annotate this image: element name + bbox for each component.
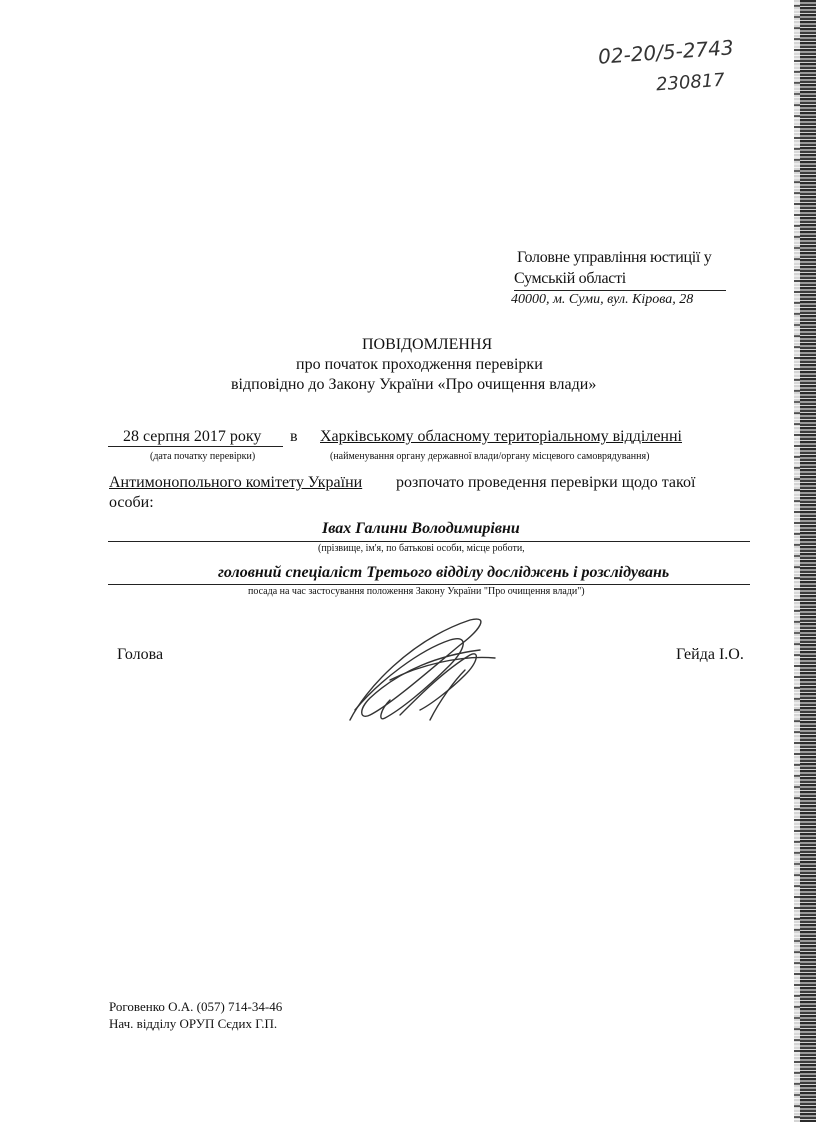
inspection-text: розпочато проведення перевірки щодо такої bbox=[396, 474, 696, 491]
organ-name-continued: Антимонопольного комітету України bbox=[109, 474, 363, 491]
addressee-line2: Сумській області bbox=[514, 270, 626, 287]
signatory-role: Голова bbox=[117, 646, 164, 663]
date-underline bbox=[108, 446, 283, 447]
person-name: Івах Галини Володимирівни bbox=[322, 520, 520, 537]
inspection-text-continued: особи: bbox=[109, 494, 154, 511]
inspection-start-date: 28 серпня 2017 року bbox=[123, 428, 262, 445]
handwritten-registration-number: 02-20/5-2743 bbox=[597, 35, 735, 69]
contact-person: Роговенко О.А. (057) 714-34-46 bbox=[109, 999, 283, 1014]
addressee-line1: Головне управління юстиції у bbox=[517, 249, 712, 266]
handwritten-registration-date: 230817 bbox=[655, 69, 726, 96]
addressee-underline bbox=[514, 290, 726, 291]
preposition: в bbox=[290, 428, 298, 445]
organ-name: Харківському обласному територіальному відділенні bbox=[320, 428, 682, 445]
date-caption: (дата початку перевірки) bbox=[150, 451, 256, 462]
document-subheading: про початок проходження перевірки bbox=[296, 356, 543, 373]
document-heading: ПОВІДОМЛЕННЯ bbox=[362, 336, 493, 353]
document-subheading-law: відповідно до Закону України «Про очищення влади» bbox=[231, 376, 597, 393]
person-position: головний спеціаліст Третього відділу досліджень і розслідувань bbox=[218, 564, 670, 581]
handwritten-signature bbox=[330, 610, 510, 730]
addressee-address: 40000, м. Суми, вул. Кірова, 28 bbox=[511, 292, 694, 307]
organ-caption: (найменування органу державної влади/органу місцевого самоврядування) bbox=[330, 451, 650, 462]
person-name-underline bbox=[108, 541, 750, 542]
department-head: Нач. відділу ОРУП Сєдих Г.П. bbox=[109, 1016, 278, 1031]
person-name-caption: (прізвище, ім'я, по батькові особи, місце роботи, bbox=[318, 543, 525, 554]
person-position-underline bbox=[108, 584, 750, 585]
scan-edge bbox=[794, 0, 816, 1122]
signatory-name: Гейда І.О. bbox=[676, 646, 744, 663]
person-position-caption: посада на час застосування положення Закону України "Про очищення влади") bbox=[248, 586, 585, 597]
